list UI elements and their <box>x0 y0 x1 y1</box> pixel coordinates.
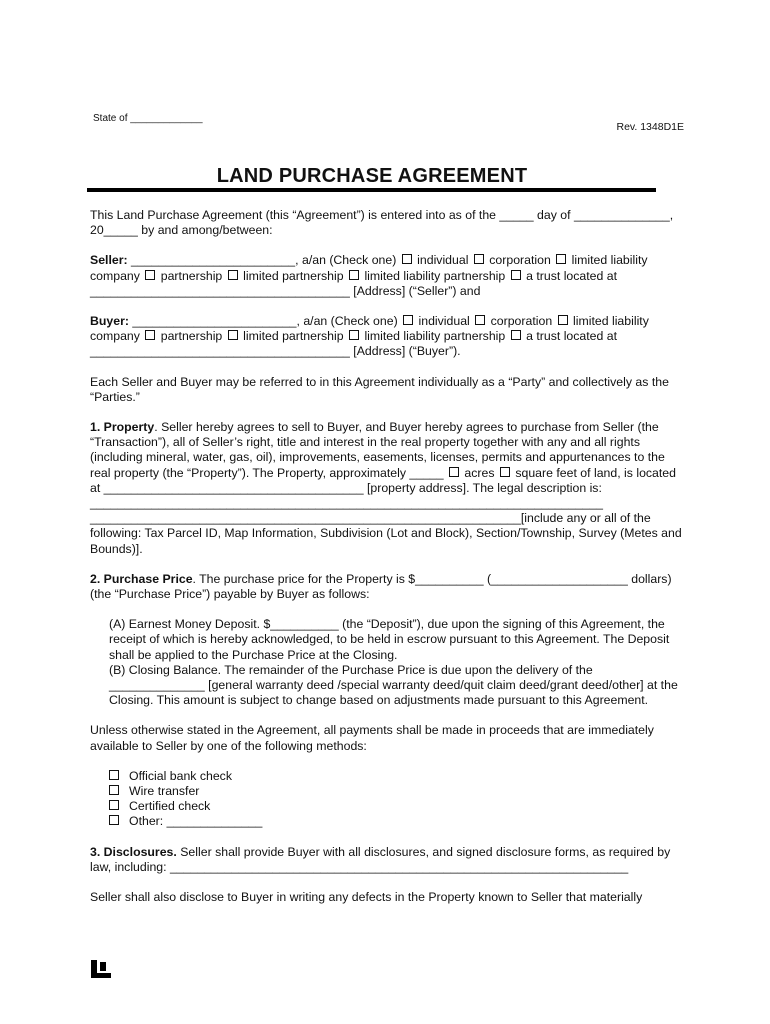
seller-option: individual <box>417 253 469 268</box>
disclosures-text: Seller shall provide Buyer with all disclosures, and signed disclosure forms, as required by law, including: ___________________________________________________________________ <box>90 844 671 874</box>
disclosures-section <box>90 845 682 875</box>
revision-number: Rev. 1348D1E <box>616 121 684 133</box>
buyer-option: limited partnership <box>243 329 344 344</box>
checkbox-icon[interactable] <box>145 330 155 340</box>
seller-location: located at ______________________________________ [Address] (“Seller”) and <box>90 268 618 298</box>
list-item <box>109 799 682 814</box>
checkbox-icon[interactable] <box>474 254 484 264</box>
seller-name-blank: ________________________, a/an (Check one) <box>127 253 400 268</box>
acres-label: acres <box>464 465 495 480</box>
checkbox-icon[interactable] <box>109 785 119 795</box>
seller-option: limited partnership <box>243 268 344 283</box>
deposit-text: (A) Earnest Money Deposit. $__________ (the “Deposit”), due upon the signing of this Agreement, the receipt of which is hereby acknowledged, to be held in escrow pursuant to this Agreement. The Deposit shall be applied to the Purchase Price at the Closing. <box>109 617 670 662</box>
buyer-location: located at ______________________________________ [Address] (“Buyer”). <box>90 329 618 359</box>
buyer-option: partnership <box>160 329 223 344</box>
checkbox-icon[interactable] <box>556 254 566 264</box>
parties-paragraph: Each Seller and Buyer may be referred to in this Agreement individually as a “Party” and collectively as the “Parties.” <box>90 374 669 404</box>
property-section <box>90 420 682 557</box>
buyer-name-blank: ________________________, a/an (Check one) <box>128 314 402 329</box>
list-item <box>109 814 682 829</box>
deposit-clause <box>109 617 682 663</box>
seller-label: Seller: <box>90 253 128 268</box>
title-divider <box>87 188 656 192</box>
document-body <box>90 208 682 920</box>
document-title: LAND PURCHASE AGREEMENT <box>216 165 528 187</box>
property-heading: 1. Property <box>90 420 155 435</box>
checkbox-icon[interactable] <box>109 800 119 810</box>
list-item <box>109 769 682 784</box>
buyer-option: individual <box>418 314 470 329</box>
checkbox-icon[interactable] <box>558 315 568 325</box>
seller-paragraph <box>90 253 682 299</box>
seller-option: corporation <box>489 253 551 268</box>
checkbox-icon[interactable] <box>449 467 459 477</box>
payment-method-label: Wire transfer <box>129 784 200 799</box>
seller-option: a trust <box>526 268 561 283</box>
checkbox-icon[interactable] <box>402 254 412 264</box>
checkbox-icon[interactable] <box>403 315 413 325</box>
checkbox-icon[interactable] <box>511 330 521 340</box>
checkbox-icon[interactable] <box>349 270 359 280</box>
payment-methods-list <box>109 769 682 830</box>
state-field: State of _____________ <box>93 113 203 124</box>
checkbox-icon[interactable] <box>349 330 359 340</box>
checkbox-icon[interactable] <box>475 315 485 325</box>
purchase-price-heading: 2. Purchase Price <box>90 571 193 586</box>
buyer-paragraph <box>90 314 682 360</box>
seller-option: limited liability company <box>90 253 648 283</box>
brand-logo-icon <box>91 960 111 978</box>
purchase-price-text: . The purchase price for the Property is $__________ (____________________ dollars) (the “Purchase Price”) payable by Buyer as follows: <box>90 571 672 602</box>
buyer-option: limited liability partnership <box>364 329 506 344</box>
seller-option: partnership <box>160 268 223 283</box>
payments-paragraph: Unless otherwise stated in the Agreement, all payments shall be made in proceeds that are immediately available to Seller by one of the following methods: <box>90 723 654 753</box>
purchase-price-section <box>90 572 682 602</box>
defects-paragraph: Seller shall also disclose to Buyer in writing any defects in the Property known to Seller that materially <box>90 890 643 905</box>
checkbox-icon[interactable] <box>511 270 521 280</box>
property-text-continued: square feet of land, is located at ______________________________________ [property address]. The legal description is: ___________________________________________________________________________ _______________________________________________________________[include any or all of the following: Tax Parcel ID, Map Information, Subdivision (Lot and Block), Section/Township, Survey (Metes and Bounds)]. <box>90 465 682 556</box>
buyer-option: a trust <box>526 329 561 344</box>
intro-paragraph: This Land Purchase Agreement (this “Agreement”) is entered into as of the _____ day of ______________, 20_____ by and among/between: <box>90 208 674 238</box>
checkbox-icon[interactable] <box>109 815 119 825</box>
payment-method-label: Certified check <box>129 799 211 814</box>
disclosures-heading: 3. Disclosures. <box>90 844 177 859</box>
closing-balance-text: (B) Closing Balance. The remainder of the Purchase Price is due upon the delivery of the ______________ [general warranty deed /special warranty deed/quit claim deed/grant deed/other] at the Closing. This amount is subject to change based on adjustments made pursuant to this Agreement. <box>109 662 678 708</box>
checkbox-icon[interactable] <box>109 770 119 780</box>
list-item <box>109 784 682 799</box>
payment-method-label: Other: ______________ <box>129 814 263 829</box>
checkbox-icon[interactable] <box>228 270 238 280</box>
property-text: . Seller hereby agrees to sell to Buyer, and Buyer hereby agrees to purchase from Seller (the “Transaction”), all of Seller’s right, title and interest in the real property together with any and all rights (including mineral, water, gas, oil), improvements, easements, licenses, permits and appurtenances to the real property (the “Property”). The Property, approximately _____ <box>90 420 665 480</box>
buyer-option: corporation <box>490 314 553 329</box>
closing-balance-clause <box>109 663 682 709</box>
payment-method-label: Official bank check <box>129 768 232 783</box>
seller-option: limited liability partnership <box>364 268 506 283</box>
checkbox-icon[interactable] <box>228 330 238 340</box>
buyer-label: Buyer: <box>90 314 129 329</box>
checkbox-icon[interactable] <box>145 270 155 280</box>
checkbox-icon[interactable] <box>500 467 510 477</box>
buyer-option: limited liability company <box>90 314 649 344</box>
